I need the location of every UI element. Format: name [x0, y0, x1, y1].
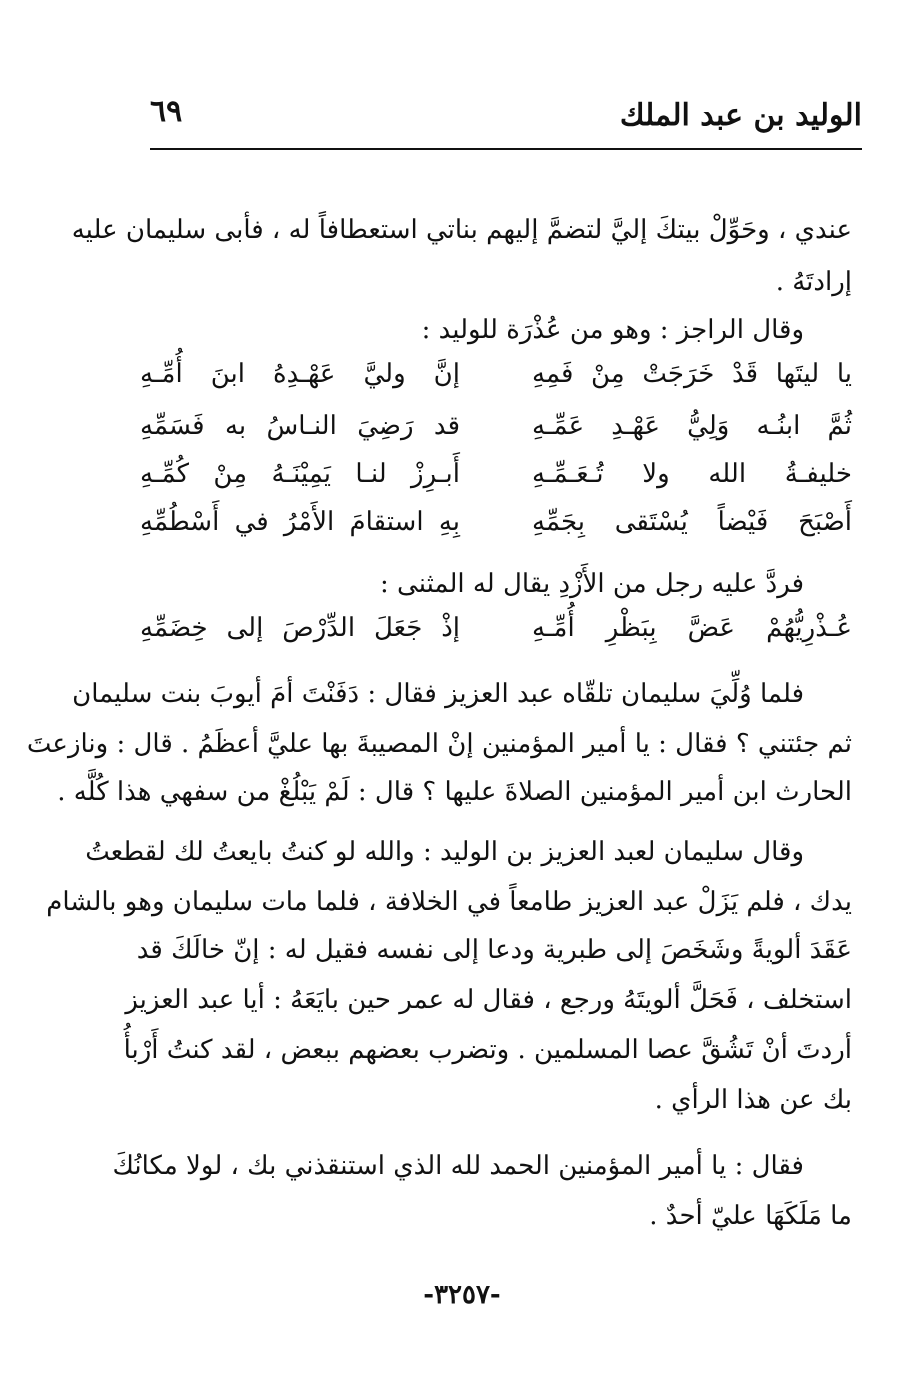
running-title: الوليد بن عبد الملك	[619, 98, 862, 133]
verse	[140, 452, 852, 496]
verse	[140, 352, 852, 396]
text-line: وقال سليمان لعبد العزيز بن الوليد : والله لو كنتُ بايعتُ لك لقطعتُ	[85, 837, 804, 867]
text-line: فردَّ عليه رجل من الأَزْدِ يقال له المثنى :	[380, 569, 804, 599]
verse-hemistich: عُـذْرِيُّهُمْ عَضَّ بِبَظْرِ أُمِّـهِ	[532, 613, 852, 643]
text-line: يدك ، فلم يَزَلْ عبد العزيز طامعاً في الخلافة ، فلما مات سليمان وهو بالشام	[46, 887, 852, 917]
verse-hemistich: خليفـةُ الله ولا تُـعَـمِّـهِ	[532, 459, 852, 489]
text-line: وقال الراجز : وهو من عُذْرَة للوليد :	[421, 315, 804, 345]
text-line: الحارث ابن أمير المؤمنين الصلاةَ عليها ؟ قال : لَمْ يَبْلُغْ من سفهي هذا كُلَّه .	[57, 777, 852, 807]
text-line: إرادتَهُ .	[775, 267, 852, 297]
verse	[140, 606, 852, 650]
verse-hemistich: إذْ جَعَلَ الدِّرْصَ إلى خِضَمِّهِ	[140, 613, 460, 643]
page-number-footer: -٣٢٥٧-	[423, 1280, 501, 1310]
verse	[140, 500, 852, 544]
page-number: ٦٩	[150, 94, 183, 129]
verse-hemistich: بِهِ استقامَ الأَمْرُ في أَسْطُمِّهِ	[140, 507, 460, 537]
text-line: عندي ، وحَوِّلْ بيتكَ إليَّ لتضمَّ إليهم بناتي استعطافاً له ، فأبى سليمان عليه	[71, 215, 852, 245]
verse-hemistich: قد رَضِيَ النـاسُ به فَسَمِّهِ	[140, 411, 460, 441]
verse	[140, 404, 852, 448]
verse-hemistich: إنَّ وليَّ عَهْـدِهُ ابنَ أُمِّـهِ	[140, 359, 460, 389]
page-header	[150, 92, 862, 144]
verse-hemistich: يا ليتَها قَدْ خَرَجَتْ مِنْ فَمِهِ	[532, 359, 852, 389]
verse-hemistich: أَصْبَحَ فَيْضاً يُسْتَقى بِجَمِّهِ	[532, 507, 852, 537]
text-line: فلما وُلِّيَ سليمان تلقّاه عبد العزيز فقال : دَفَنْتَ أمَ أيوبَ بنت سليمان	[72, 679, 804, 709]
text-line: بك عن هذا الرأي .	[654, 1085, 852, 1115]
text-line: فقال : يا أمير المؤمنين الحمد لله الذي استنقذني بك ، لولا مكانُكَ	[112, 1151, 804, 1181]
verse-hemistich: ثُمَّ ابنُـه وَلِيُّ عَهْـدِ عَمِّـهِ	[532, 411, 852, 441]
text-line: استخلف ، فَحَلَّ ألويتَهُ ورجع ، فقال له عمر حين بايَعَهُ : أيا عبد العزيز	[125, 985, 852, 1015]
text-line: أردتَ أنْ تَشُقَّ عصا المسلمين . وتضرب بعضهم ببعض ، لقد كنتُ أَرْبأُ	[123, 1035, 852, 1065]
text-line: عَقَدَ ألويةً وشَخَصَ إلى طبرية ودعا إلى نفسه فقيل له : إنّ خالَكَ قد	[136, 935, 852, 965]
text-line: ما مَلَكَهَا عليّ أحدٌ .	[649, 1201, 852, 1231]
text-line: ثم جئتني ؟ فقال : يا أمير المؤمنين إنْ المصيبةَ بها عليَّ أعظَمُ . قال : ونازعتَ	[26, 729, 852, 759]
header-rule	[150, 148, 862, 150]
verse-hemistich: أَبـرِزْ لنـا يَمِيْنَـهُ مِنْ كُمِّـهِ	[140, 459, 460, 489]
